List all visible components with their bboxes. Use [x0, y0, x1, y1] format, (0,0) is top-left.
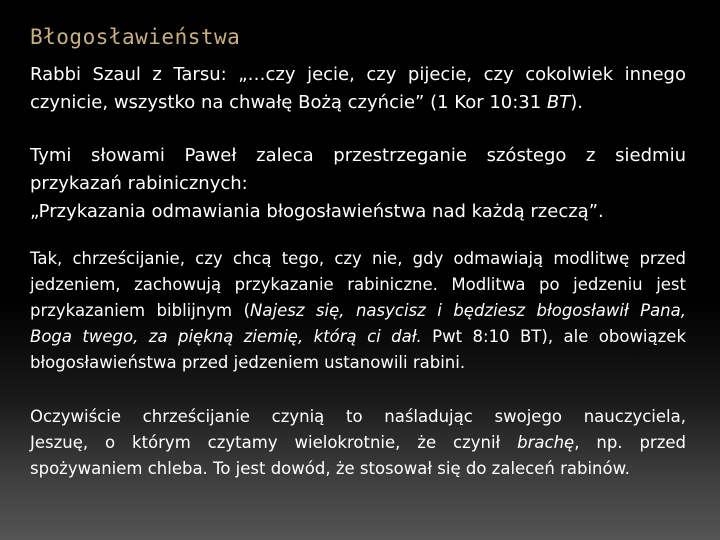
paragraph-2-line-3: „Przykazania odmawiania błogosławieństwa nad każdą rzeczą”.: [30, 201, 604, 222]
bracha-term: brachę: [517, 433, 575, 452]
paragraph-1-line-2-text: czynicie, wszystko na chwałę Bożą czyńcie” (1 Kor 10:31: [30, 92, 547, 113]
paragraph-3-line-3-text: przykazaniem biblijnym (: [30, 301, 251, 320]
paragraph-1-line-1: Rabbi Szaul z Tarsu: „…czy jecie, czy pijecie, czy cokolwiek innego: [30, 64, 686, 85]
paragraph-1-line-2: [30, 89, 686, 117]
paragraph-4-line-1: Oczywiście chrześcijanie czynią to naśladując swojego nauczyciela,: [30, 407, 686, 426]
paragraph-4-line-3: spożywaniem chleba. To jest dowód, że stosował się do zaleceń rabinów.: [30, 459, 630, 478]
paragraph-3-line-1: Tak, chrześcijanie, czy chcą tego, czy nie, gdy odmawiają modlitwę przed: [30, 249, 686, 268]
bible-quote-part-1: Najesz się, nasycisz i będziesz błogosławił Pana,: [250, 301, 686, 320]
paragraph-2: [30, 142, 686, 226]
slide-title: Błogosławieństwa: [30, 25, 241, 49]
paragraph-4: [30, 404, 686, 482]
paragraph-1-line-2-end: ).: [570, 92, 584, 113]
paragraph-1: [30, 61, 686, 117]
paragraph-4-line-2: [30, 430, 686, 456]
paragraph-3: [30, 246, 686, 376]
paragraph-4-line-2-end: , np. przed: [574, 433, 686, 452]
paragraph-3-line-5: błogosławieństwa przed jedzeniem ustanowili rabini.: [30, 353, 466, 372]
paragraph-2-line-1: Tymi słowami Paweł zaleca przestrzeganie szóstego z siedmiu: [30, 145, 686, 166]
bible-quote-part-2: Boga twego, za piękną ziemię, którą ci dał.: [30, 327, 422, 346]
paragraph-3-line-4: [30, 324, 686, 350]
paragraph-3-line-4-text: Pwt 8:10 BT), ale obowiązek: [421, 327, 686, 346]
paragraph-2-line-2: przykazań rabinicznych:: [30, 173, 248, 194]
paragraph-4-line-2-text: Jeszuę, o którym czytamy wielokrotnie, że czynił: [30, 433, 518, 452]
paragraph-3-line-2: jedzeniem, zachowują przykazanie rabiniczne. Modlitwa po jedzeniu jest: [30, 275, 686, 294]
paragraph-3-line-3: [30, 298, 686, 324]
translation-abbrev: BT: [546, 92, 571, 113]
